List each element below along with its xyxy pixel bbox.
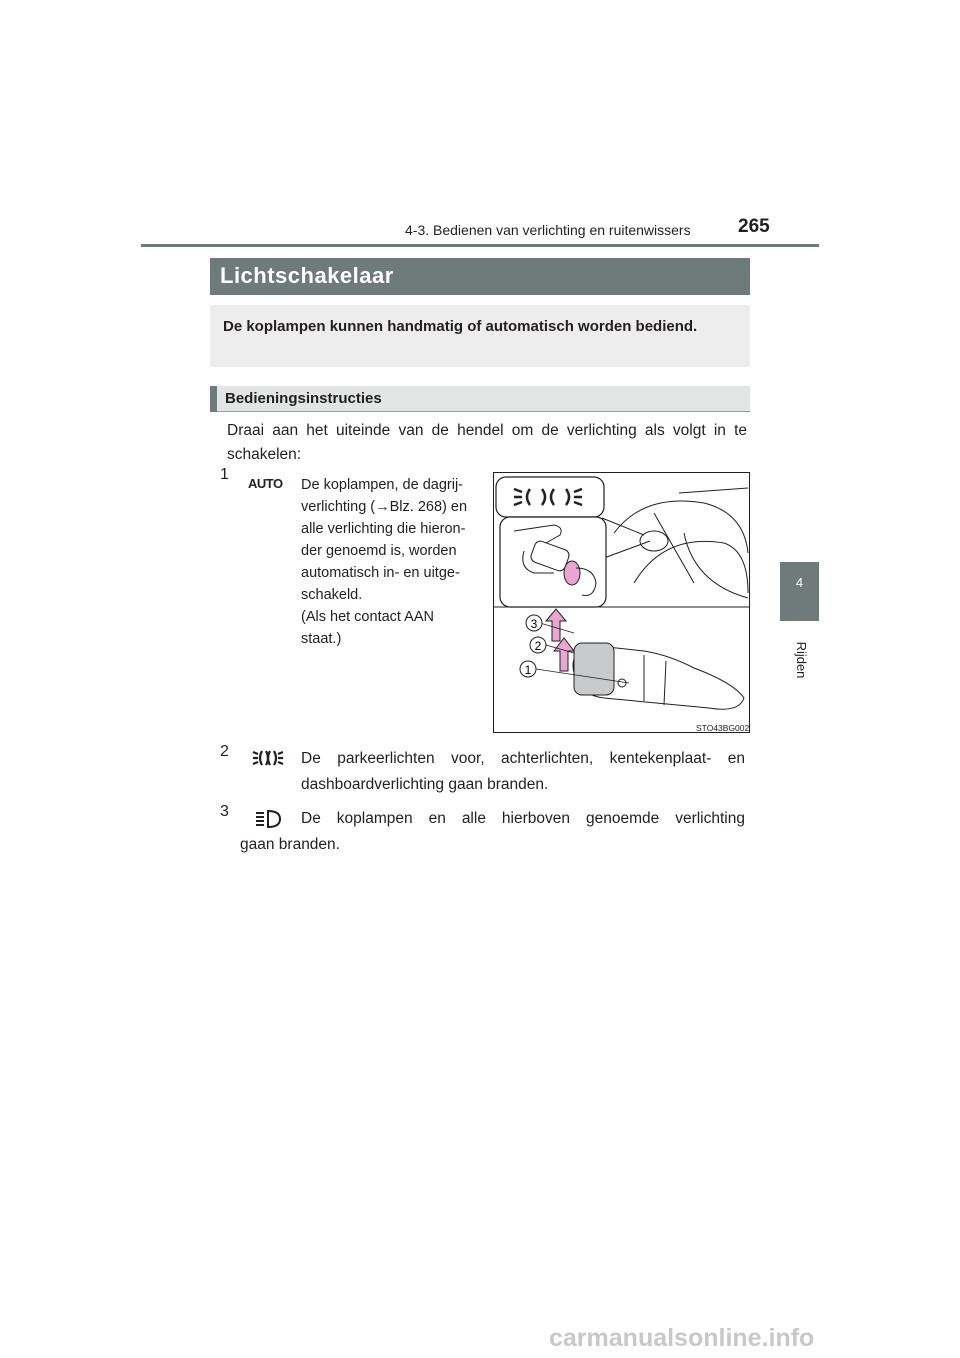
lever-drawing [494, 473, 749, 732]
intro-box [210, 305, 750, 367]
item-3-text [240, 806, 745, 858]
intro-text: De koplampen kunnen handmatig of automatisch worden bediend. [223, 318, 698, 335]
item-1-line: staat.) [301, 631, 342, 647]
item-number-1: 1 [220, 466, 229, 483]
page-number: 265 [738, 216, 770, 237]
callout-2: 2 [534, 639, 542, 653]
auto-light-icon: AUTO [248, 476, 283, 491]
item-2-text: De parkeerlichten voor, achterlichten, kentekenplaat- en dashboardverlichting gaan branden. [301, 750, 745, 793]
header-rule [141, 244, 819, 247]
item-1-text [301, 474, 481, 650]
item-1-line: der genoemd is, worden [301, 543, 457, 559]
item-1-line: alle verlichting die hieron- [301, 521, 466, 537]
subsection-title: Bedieningsinstructies [225, 390, 382, 407]
callout-3: 3 [530, 617, 538, 631]
subsection-bar [210, 386, 750, 412]
item-3-text-rest: gaan branden. [240, 836, 340, 853]
item-1-line: (Als het contact AAN [301, 609, 434, 625]
item-1-line: automatisch in- en uitge- [301, 565, 460, 581]
illustration-code: STO43BG002 [696, 723, 750, 733]
callout-1: 1 [524, 663, 532, 677]
instruction-paragraph: Draai aan het uiteinde van de hendel om de verlichting als volgt in te schakelen: [227, 422, 747, 463]
item-1-line: verlichting (→Blz. 268) en [301, 499, 468, 515]
watermark: carmanualsonline.info [549, 1324, 815, 1352]
parking-light-icon [250, 747, 284, 769]
item-1-line: schakeld. [301, 587, 363, 603]
item-number-2: 2 [220, 743, 229, 760]
item-3-text-first: De koplampen en alle hierboven genoemde verlichting [301, 810, 745, 827]
header-section-title: 4-3. Bedienen van verlichting en ruitenwissers [405, 222, 691, 238]
subsection-accent [210, 386, 217, 412]
light-switch-illustration [493, 472, 750, 733]
section-title: Lichtschakelaar [220, 263, 394, 288]
item-number-3: 3 [220, 803, 229, 820]
chapter-tab [780, 562, 819, 621]
item-1-line: De koplampen, de dagrij- [301, 477, 464, 493]
section-title-bar [210, 258, 750, 295]
chapter-label: Rijden [794, 641, 809, 679]
chapter-number: 4 [795, 575, 804, 590]
